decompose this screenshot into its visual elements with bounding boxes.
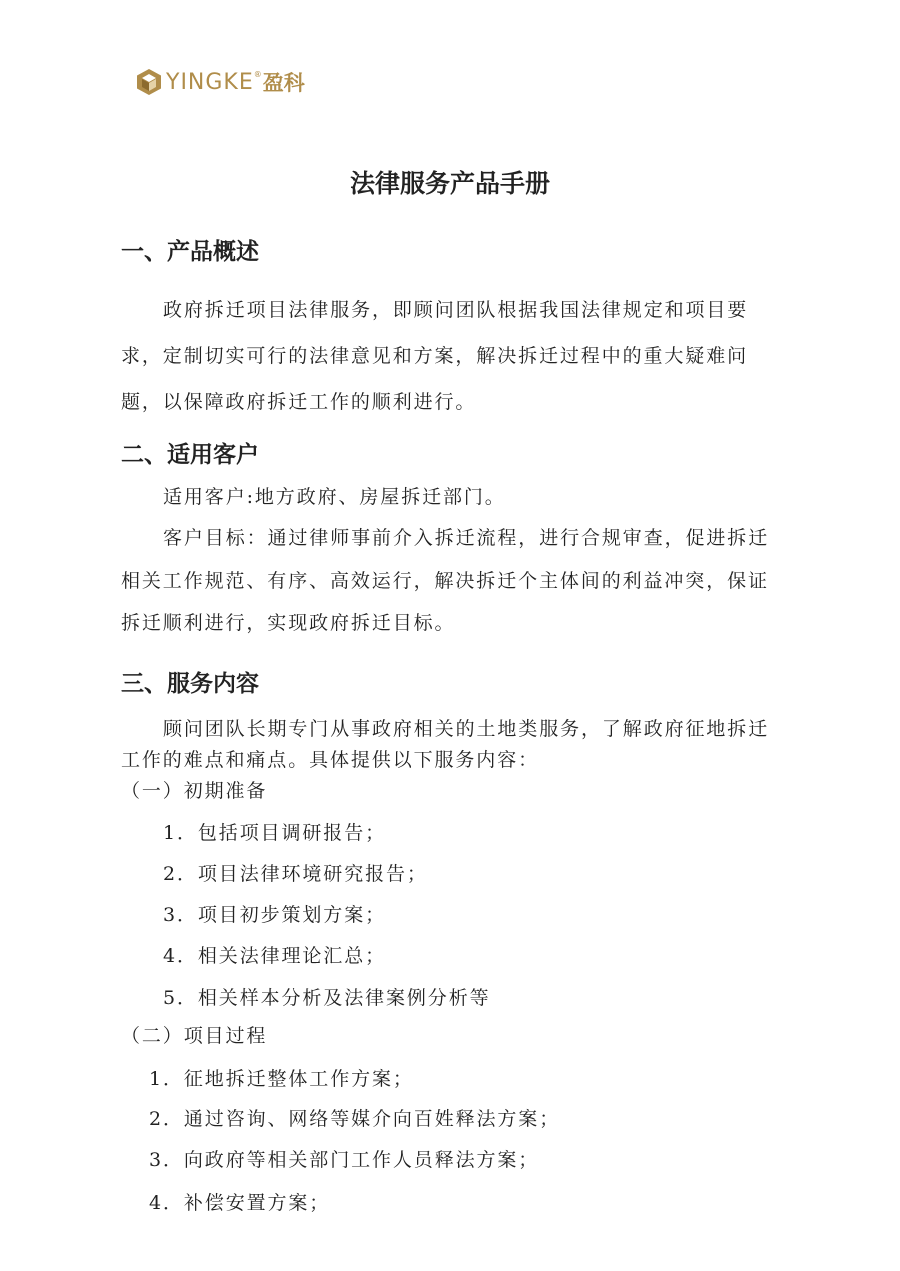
subsection-heading-process: （二）项目过程 xyxy=(121,1025,268,1047)
section-heading-services: 三、服务内容 xyxy=(121,670,259,697)
services-intro-line: 工作的难点和痛点。具体提供以下服务内容： xyxy=(121,749,540,771)
section-heading-clients: 二、适用客户 xyxy=(121,441,259,468)
process-item: 2．通过咨询、网络等媒介向百姓释法方案； xyxy=(149,1108,561,1130)
yingke-hexagon-logo-icon xyxy=(136,68,162,96)
section-heading-overview: 一、产品概述 xyxy=(121,238,259,265)
preparation-item: 1．包括项目调研报告； xyxy=(163,822,386,844)
preparation-item: 5．相关样本分析及法律案例分析等 xyxy=(163,987,491,1009)
client-goal-line: 相关工作规范、有序、高效运行，解决拆迁个主体间的利益冲突，保证 xyxy=(121,570,769,592)
applicable-clients: 适用客户:地方政府、房屋拆迁部门。 xyxy=(163,486,506,508)
logo-brand-en: YINGKE xyxy=(166,69,254,95)
logo-brand-cn: 盈科 xyxy=(262,71,305,95)
preparation-item: 4．相关法律理论汇总； xyxy=(163,945,386,967)
overview-line: 政府拆迁项目法律服务，即顾问团队根据我国法律规定和项目要 xyxy=(163,299,749,321)
overview-line: 题，以保障政府拆迁工作的顺利进行。 xyxy=(121,391,477,413)
process-item: 1．征地拆迁整体工作方案； xyxy=(149,1068,414,1090)
preparation-item: 2．项目法律环境研究报告； xyxy=(163,863,428,885)
document-title: 法律服务产品手册 xyxy=(349,169,550,198)
yingke-logo xyxy=(136,66,305,98)
client-goal-line: 客户目标：通过律师事前介入拆迁流程，进行合规审查，促进拆迁 xyxy=(163,527,770,549)
client-goal-line: 拆迁顺利进行，实现政府拆迁目标。 xyxy=(121,612,456,634)
process-item: 3．向政府等相关部门工作人员释法方案； xyxy=(149,1149,540,1171)
process-item: 4．补偿安置方案； xyxy=(149,1192,331,1214)
subsection-heading-preparation: （一）初期准备 xyxy=(121,780,268,802)
services-intro-line: 顾问团队长期专门从事政府相关的土地类服务，了解政府征地拆迁 xyxy=(163,718,770,740)
preparation-item: 3．项目初步策划方案； xyxy=(163,904,386,926)
logo-registered-mark: ® xyxy=(253,69,262,79)
overview-line: 求，定制切实可行的法律意见和方案，解决拆迁过程中的重大疑难问 xyxy=(121,345,749,367)
